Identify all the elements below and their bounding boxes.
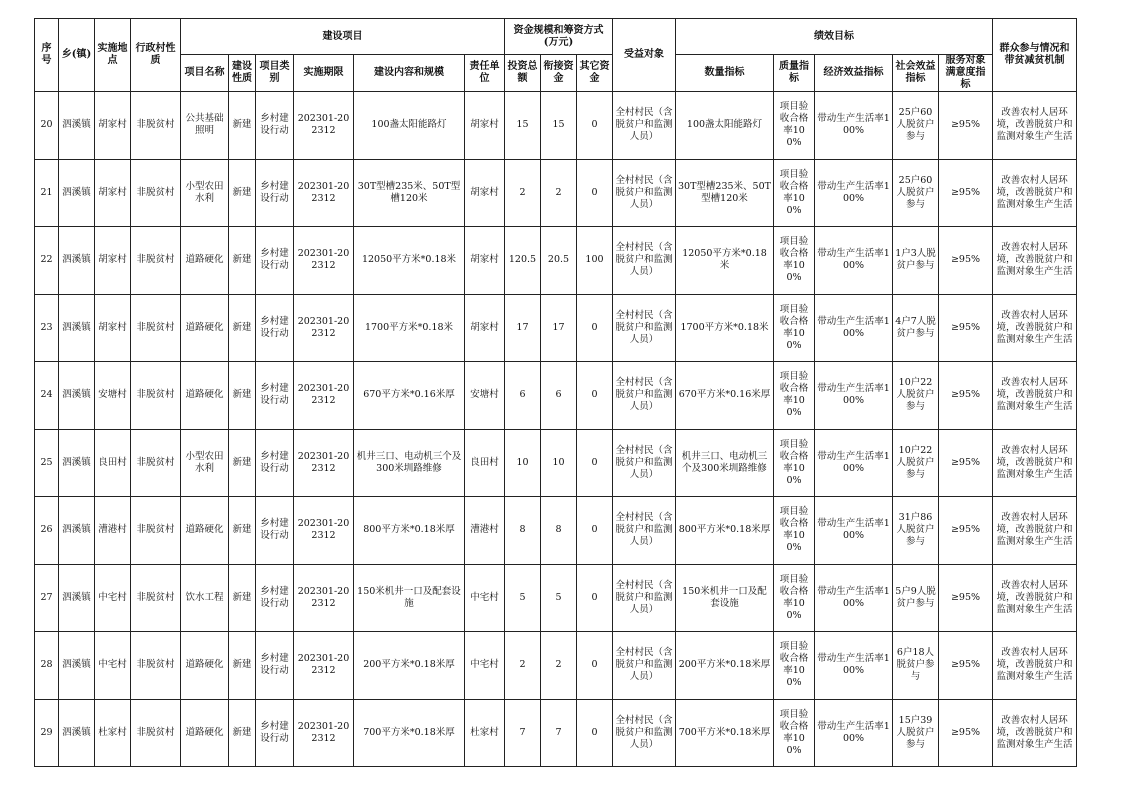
cell-project-name: 道路硬化 — [181, 294, 229, 362]
cell-build-nature: 新建 — [229, 159, 256, 227]
cell-participation: 改善农村人居环境，改善脱贫户和监测对象生产生活 — [993, 699, 1077, 767]
header-satisfaction: 服务对象满意度指标 — [939, 55, 993, 92]
cell-seq: 28 — [35, 632, 59, 700]
cell-location: 胡家村 — [95, 159, 131, 227]
cell-satisfaction: ≥95% — [939, 632, 993, 700]
cell-township: 泗溪镇 — [59, 497, 95, 565]
cell-nature: 非脱贫村 — [131, 497, 181, 565]
cell-participation: 改善农村人居环境，改善脱贫户和监测对象生产生活 — [993, 632, 1077, 700]
cell-location: 胡家村 — [95, 227, 131, 295]
header-economic: 经济效益指标 — [815, 55, 893, 92]
cell-quantity: 100盏太阳能路灯 — [676, 92, 774, 160]
cell-responsible: 胡家村 — [465, 294, 505, 362]
cell-project-type: 乡村建设行动 — [256, 227, 294, 295]
cell-quantity: 150米机井一口及配套设施 — [676, 564, 774, 632]
cell-connect: 8 — [541, 497, 577, 565]
cell-project-type: 乡村建设行动 — [256, 632, 294, 700]
cell-township: 泗溪镇 — [59, 632, 95, 700]
header-connect-fund: 衔接资金 — [541, 55, 577, 92]
table-row — [35, 294, 1077, 362]
cell-economic: 带动生产生活率100% — [815, 429, 893, 497]
cell-quantity: 700平方米*0.18米厚 — [676, 699, 774, 767]
cell-responsible: 胡家村 — [465, 227, 505, 295]
cell-seq: 23 — [35, 294, 59, 362]
cell-total: 8 — [505, 497, 541, 565]
table-row — [35, 429, 1077, 497]
header-quantity: 数量指标 — [676, 55, 774, 92]
cell-build-nature: 新建 — [229, 294, 256, 362]
cell-township: 泗溪镇 — [59, 362, 95, 430]
cell-township: 泗溪镇 — [59, 294, 95, 362]
cell-responsible: 中宅村 — [465, 564, 505, 632]
cell-quality: 项目验收合格率100% — [774, 227, 815, 295]
cell-total: 10 — [505, 429, 541, 497]
cell-seq: 21 — [35, 159, 59, 227]
cell-location: 中宅村 — [95, 564, 131, 632]
cell-quality: 项目验收合格率100% — [774, 92, 815, 160]
cell-township: 泗溪镇 — [59, 227, 95, 295]
table-row — [35, 362, 1077, 430]
cell-period: 202301-202312 — [294, 92, 354, 160]
cell-satisfaction: ≥95% — [939, 92, 993, 160]
cell-nature: 非脱贫村 — [131, 699, 181, 767]
cell-economic: 带动生产生活率100% — [815, 92, 893, 160]
cell-responsible: 漕港村 — [465, 497, 505, 565]
cell-economic: 带动生产生活率100% — [815, 564, 893, 632]
cell-period: 202301-202312 — [294, 497, 354, 565]
cell-project-name: 公共基础照明 — [181, 92, 229, 160]
cell-economic: 带动生产生活率100% — [815, 227, 893, 295]
cell-project-name: 小型农田水利 — [181, 159, 229, 227]
cell-beneficiary: 全村村民（含脱贫户和监测人员） — [613, 294, 676, 362]
cell-satisfaction: ≥95% — [939, 227, 993, 295]
cell-content: 12050平方米*0.18米 — [354, 227, 465, 295]
cell-other: 0 — [577, 497, 613, 565]
cell-project-name: 道路硬化 — [181, 497, 229, 565]
header-construction-project: 建设项目 — [181, 19, 505, 55]
cell-project-name: 道路硬化 — [181, 362, 229, 430]
cell-total: 2 — [505, 159, 541, 227]
header-seq: 序号 — [35, 19, 59, 92]
cell-build-nature: 新建 — [229, 564, 256, 632]
cell-economic: 带动生产生活率100% — [815, 159, 893, 227]
cell-participation: 改善农村人居环境，改善脱贫户和监测对象生产生活 — [993, 564, 1077, 632]
cell-quality: 项目验收合格率100% — [774, 564, 815, 632]
cell-participation: 改善农村人居环境，改善脱贫户和监测对象生产生活 — [993, 429, 1077, 497]
cell-participation: 改善农村人居环境，改善脱贫户和监测对象生产生活 — [993, 92, 1077, 160]
cell-social: 25户60人脱贫户参与 — [893, 92, 939, 160]
cell-responsible: 良田村 — [465, 429, 505, 497]
cell-connect: 6 — [541, 362, 577, 430]
cell-quality: 项目验收合格率100% — [774, 429, 815, 497]
cell-content: 30T型槽235米、50T型槽120米 — [354, 159, 465, 227]
cell-responsible: 胡家村 — [465, 159, 505, 227]
header-total-invest: 投资总额 — [505, 55, 541, 92]
cell-township: 泗溪镇 — [59, 564, 95, 632]
cell-total: 2 — [505, 632, 541, 700]
cell-economic: 带动生产生活率100% — [815, 632, 893, 700]
header-responsible: 责任单位 — [465, 55, 505, 92]
cell-total: 6 — [505, 362, 541, 430]
cell-location: 中宅村 — [95, 632, 131, 700]
cell-quantity: 30T型槽235米、50T型槽120米 — [676, 159, 774, 227]
cell-total: 7 — [505, 699, 541, 767]
cell-beneficiary: 全村村民（含脱贫户和监测人员） — [613, 429, 676, 497]
cell-satisfaction: ≥95% — [939, 699, 993, 767]
cell-social: 10户22人脱贫户参与 — [893, 362, 939, 430]
cell-quality: 项目验收合格率100% — [774, 699, 815, 767]
cell-total: 5 — [505, 564, 541, 632]
cell-quantity: 12050平方米*0.18米 — [676, 227, 774, 295]
cell-connect: 20.5 — [541, 227, 577, 295]
table-row — [35, 159, 1077, 227]
cell-project-name: 小型农田水利 — [181, 429, 229, 497]
header-funding: 资金规模和筹资方式(万元) — [505, 19, 613, 55]
cell-other: 0 — [577, 632, 613, 700]
header-village-nature: 行政村性质 — [131, 19, 181, 92]
cell-connect: 10 — [541, 429, 577, 497]
cell-beneficiary: 全村村民（含脱贫户和监测人员） — [613, 632, 676, 700]
cell-location: 安塘村 — [95, 362, 131, 430]
cell-project-type: 乡村建设行动 — [256, 159, 294, 227]
header-build-nature: 建设性质 — [229, 55, 256, 92]
cell-nature: 非脱贫村 — [131, 92, 181, 160]
header-township: 乡(镇) — [59, 19, 95, 92]
cell-nature: 非脱贫村 — [131, 632, 181, 700]
cell-social: 25户60人脱贫户参与 — [893, 159, 939, 227]
cell-content: 150米机井一口及配套设施 — [354, 564, 465, 632]
cell-satisfaction: ≥95% — [939, 294, 993, 362]
header-location: 实施地点 — [95, 19, 131, 92]
cell-social: 1户3人脱贫户参与 — [893, 227, 939, 295]
cell-connect: 2 — [541, 159, 577, 227]
cell-location: 胡家村 — [95, 294, 131, 362]
cell-connect: 15 — [541, 92, 577, 160]
header-beneficiary: 受益对象 — [613, 19, 676, 92]
cell-content: 1700平方米*0.18米 — [354, 294, 465, 362]
cell-connect: 5 — [541, 564, 577, 632]
header-project-type: 项目类别 — [256, 55, 294, 92]
cell-total: 17 — [505, 294, 541, 362]
cell-beneficiary: 全村村民（含脱贫户和监测人员） — [613, 362, 676, 430]
cell-project-type: 乡村建设行动 — [256, 294, 294, 362]
cell-other: 0 — [577, 429, 613, 497]
cell-other: 0 — [577, 159, 613, 227]
cell-satisfaction: ≥95% — [939, 564, 993, 632]
cell-participation: 改善农村人居环境，改善脱贫户和监测对象生产生活 — [993, 159, 1077, 227]
cell-connect: 17 — [541, 294, 577, 362]
header-quality: 质量指标 — [774, 55, 815, 92]
cell-township: 泗溪镇 — [59, 92, 95, 160]
cell-satisfaction: ≥95% — [939, 429, 993, 497]
header-project-name: 项目名称 — [181, 55, 229, 92]
cell-quality: 项目验收合格率100% — [774, 294, 815, 362]
cell-project-type: 乡村建设行动 — [256, 429, 294, 497]
cell-build-nature: 新建 — [229, 429, 256, 497]
table-row — [35, 227, 1077, 295]
cell-build-nature: 新建 — [229, 632, 256, 700]
cell-participation: 改善农村人居环境，改善脱贫户和监测对象生产生活 — [993, 227, 1077, 295]
cell-seq: 26 — [35, 497, 59, 565]
cell-township: 泗溪镇 — [59, 429, 95, 497]
cell-satisfaction: ≥95% — [939, 362, 993, 430]
cell-quantity: 800平方米*0.18米厚 — [676, 497, 774, 565]
header-participation: 群众参与情况和带贫减贫机制 — [993, 19, 1077, 92]
cell-social: 15户39人脱贫户参与 — [893, 699, 939, 767]
cell-other: 0 — [577, 92, 613, 160]
cell-participation: 改善农村人居环境，改善脱贫户和监测对象生产生活 — [993, 362, 1077, 430]
cell-township: 泗溪镇 — [59, 159, 95, 227]
cell-period: 202301-202312 — [294, 699, 354, 767]
cell-project-type: 乡村建设行动 — [256, 92, 294, 160]
header-other-fund: 其它资金 — [577, 55, 613, 92]
cell-other: 0 — [577, 294, 613, 362]
cell-economic: 带动生产生活率100% — [815, 699, 893, 767]
table-row — [35, 497, 1077, 565]
header-period: 实施期限 — [294, 55, 354, 92]
cell-build-nature: 新建 — [229, 92, 256, 160]
header-social: 社会效益指标 — [893, 55, 939, 92]
project-table — [34, 18, 1077, 767]
table-row — [35, 699, 1077, 767]
cell-build-nature: 新建 — [229, 699, 256, 767]
cell-responsible: 胡家村 — [465, 92, 505, 160]
cell-seq: 24 — [35, 362, 59, 430]
cell-content: 800平方米*0.18米厚 — [354, 497, 465, 565]
cell-participation: 改善农村人居环境，改善脱贫户和监测对象生产生活 — [993, 294, 1077, 362]
cell-beneficiary: 全村村民（含脱贫户和监测人员） — [613, 699, 676, 767]
cell-economic: 带动生产生活率100% — [815, 294, 893, 362]
cell-project-name: 道路硬化 — [181, 227, 229, 295]
cell-economic: 带动生产生活率100% — [815, 497, 893, 565]
cell-content: 机井三口、电动机三个及300米圳路维修 — [354, 429, 465, 497]
cell-build-nature: 新建 — [229, 227, 256, 295]
cell-responsible: 杜家村 — [465, 699, 505, 767]
cell-beneficiary: 全村村民（含脱贫户和监测人员） — [613, 497, 676, 565]
cell-total: 120.5 — [505, 227, 541, 295]
cell-project-type: 乡村建设行动 — [256, 699, 294, 767]
cell-project-type: 乡村建设行动 — [256, 497, 294, 565]
cell-quality: 项目验收合格率100% — [774, 159, 815, 227]
cell-satisfaction: ≥95% — [939, 159, 993, 227]
cell-connect: 7 — [541, 699, 577, 767]
cell-beneficiary: 全村村民（含脱贫户和监测人员） — [613, 564, 676, 632]
cell-period: 202301-202312 — [294, 294, 354, 362]
cell-seq: 29 — [35, 699, 59, 767]
cell-beneficiary: 全村村民（含脱贫户和监测人员） — [613, 159, 676, 227]
cell-social: 31户86人脱贫户参与 — [893, 497, 939, 565]
cell-other: 0 — [577, 699, 613, 767]
cell-nature: 非脱贫村 — [131, 227, 181, 295]
cell-period: 202301-202312 — [294, 632, 354, 700]
cell-connect: 2 — [541, 632, 577, 700]
cell-quality: 项目验收合格率100% — [774, 362, 815, 430]
cell-other: 0 — [577, 564, 613, 632]
header-performance: 绩效目标 — [676, 19, 993, 55]
cell-social: 6户18人脱贫户参与 — [893, 632, 939, 700]
cell-satisfaction: ≥95% — [939, 497, 993, 565]
cell-economic: 带动生产生活率100% — [815, 362, 893, 430]
cell-location: 漕港村 — [95, 497, 131, 565]
cell-responsible: 安塘村 — [465, 362, 505, 430]
cell-content: 100盏太阳能路灯 — [354, 92, 465, 160]
cell-quantity: 200平方米*0.18米厚 — [676, 632, 774, 700]
cell-location: 胡家村 — [95, 92, 131, 160]
cell-quality: 项目验收合格率100% — [774, 632, 815, 700]
cell-nature: 非脱贫村 — [131, 294, 181, 362]
cell-quantity: 1700平方米*0.18米 — [676, 294, 774, 362]
cell-seq: 20 — [35, 92, 59, 160]
cell-seq: 25 — [35, 429, 59, 497]
cell-content: 670平方米*0.16米厚 — [354, 362, 465, 430]
cell-total: 15 — [505, 92, 541, 160]
cell-nature: 非脱贫村 — [131, 564, 181, 632]
cell-period: 202301-202312 — [294, 159, 354, 227]
cell-project-type: 乡村建设行动 — [256, 564, 294, 632]
cell-quality: 项目验收合格率100% — [774, 497, 815, 565]
header-content-scale: 建设内容和规模 — [354, 55, 465, 92]
cell-project-name: 饮水工程 — [181, 564, 229, 632]
cell-project-name: 道路硬化 — [181, 632, 229, 700]
cell-responsible: 中宅村 — [465, 632, 505, 700]
cell-nature: 非脱贫村 — [131, 159, 181, 227]
cell-quantity: 机井三口、电动机三个及300米圳路维修 — [676, 429, 774, 497]
cell-build-nature: 新建 — [229, 362, 256, 430]
cell-social: 10户22人脱贫户参与 — [893, 429, 939, 497]
cell-build-nature: 新建 — [229, 497, 256, 565]
cell-beneficiary: 全村村民（含脱贫户和监测人员） — [613, 92, 676, 160]
cell-period: 202301-202312 — [294, 227, 354, 295]
cell-township: 泗溪镇 — [59, 699, 95, 767]
cell-social: 4户7人脱贫户参与 — [893, 294, 939, 362]
cell-period: 202301-202312 — [294, 564, 354, 632]
cell-period: 202301-202312 — [294, 429, 354, 497]
cell-location: 良田村 — [95, 429, 131, 497]
cell-seq: 22 — [35, 227, 59, 295]
cell-period: 202301-202312 — [294, 362, 354, 430]
cell-other: 0 — [577, 362, 613, 430]
cell-project-name: 道路硬化 — [181, 699, 229, 767]
table-row — [35, 632, 1077, 700]
cell-beneficiary: 全村村民（含脱贫户和监测人员） — [613, 227, 676, 295]
table-row — [35, 564, 1077, 632]
cell-quantity: 670平方米*0.16米厚 — [676, 362, 774, 430]
cell-seq: 27 — [35, 564, 59, 632]
cell-content: 700平方米*0.18米厚 — [354, 699, 465, 767]
cell-other: 100 — [577, 227, 613, 295]
cell-social: 5户9人脱贫户参与 — [893, 564, 939, 632]
cell-project-type: 乡村建设行动 — [256, 362, 294, 430]
table-row — [35, 92, 1077, 160]
cell-location: 杜家村 — [95, 699, 131, 767]
cell-nature: 非脱贫村 — [131, 429, 181, 497]
cell-nature: 非脱贫村 — [131, 362, 181, 430]
cell-participation: 改善农村人居环境，改善脱贫户和监测对象生产生活 — [993, 497, 1077, 565]
cell-content: 200平方米*0.18米厚 — [354, 632, 465, 700]
